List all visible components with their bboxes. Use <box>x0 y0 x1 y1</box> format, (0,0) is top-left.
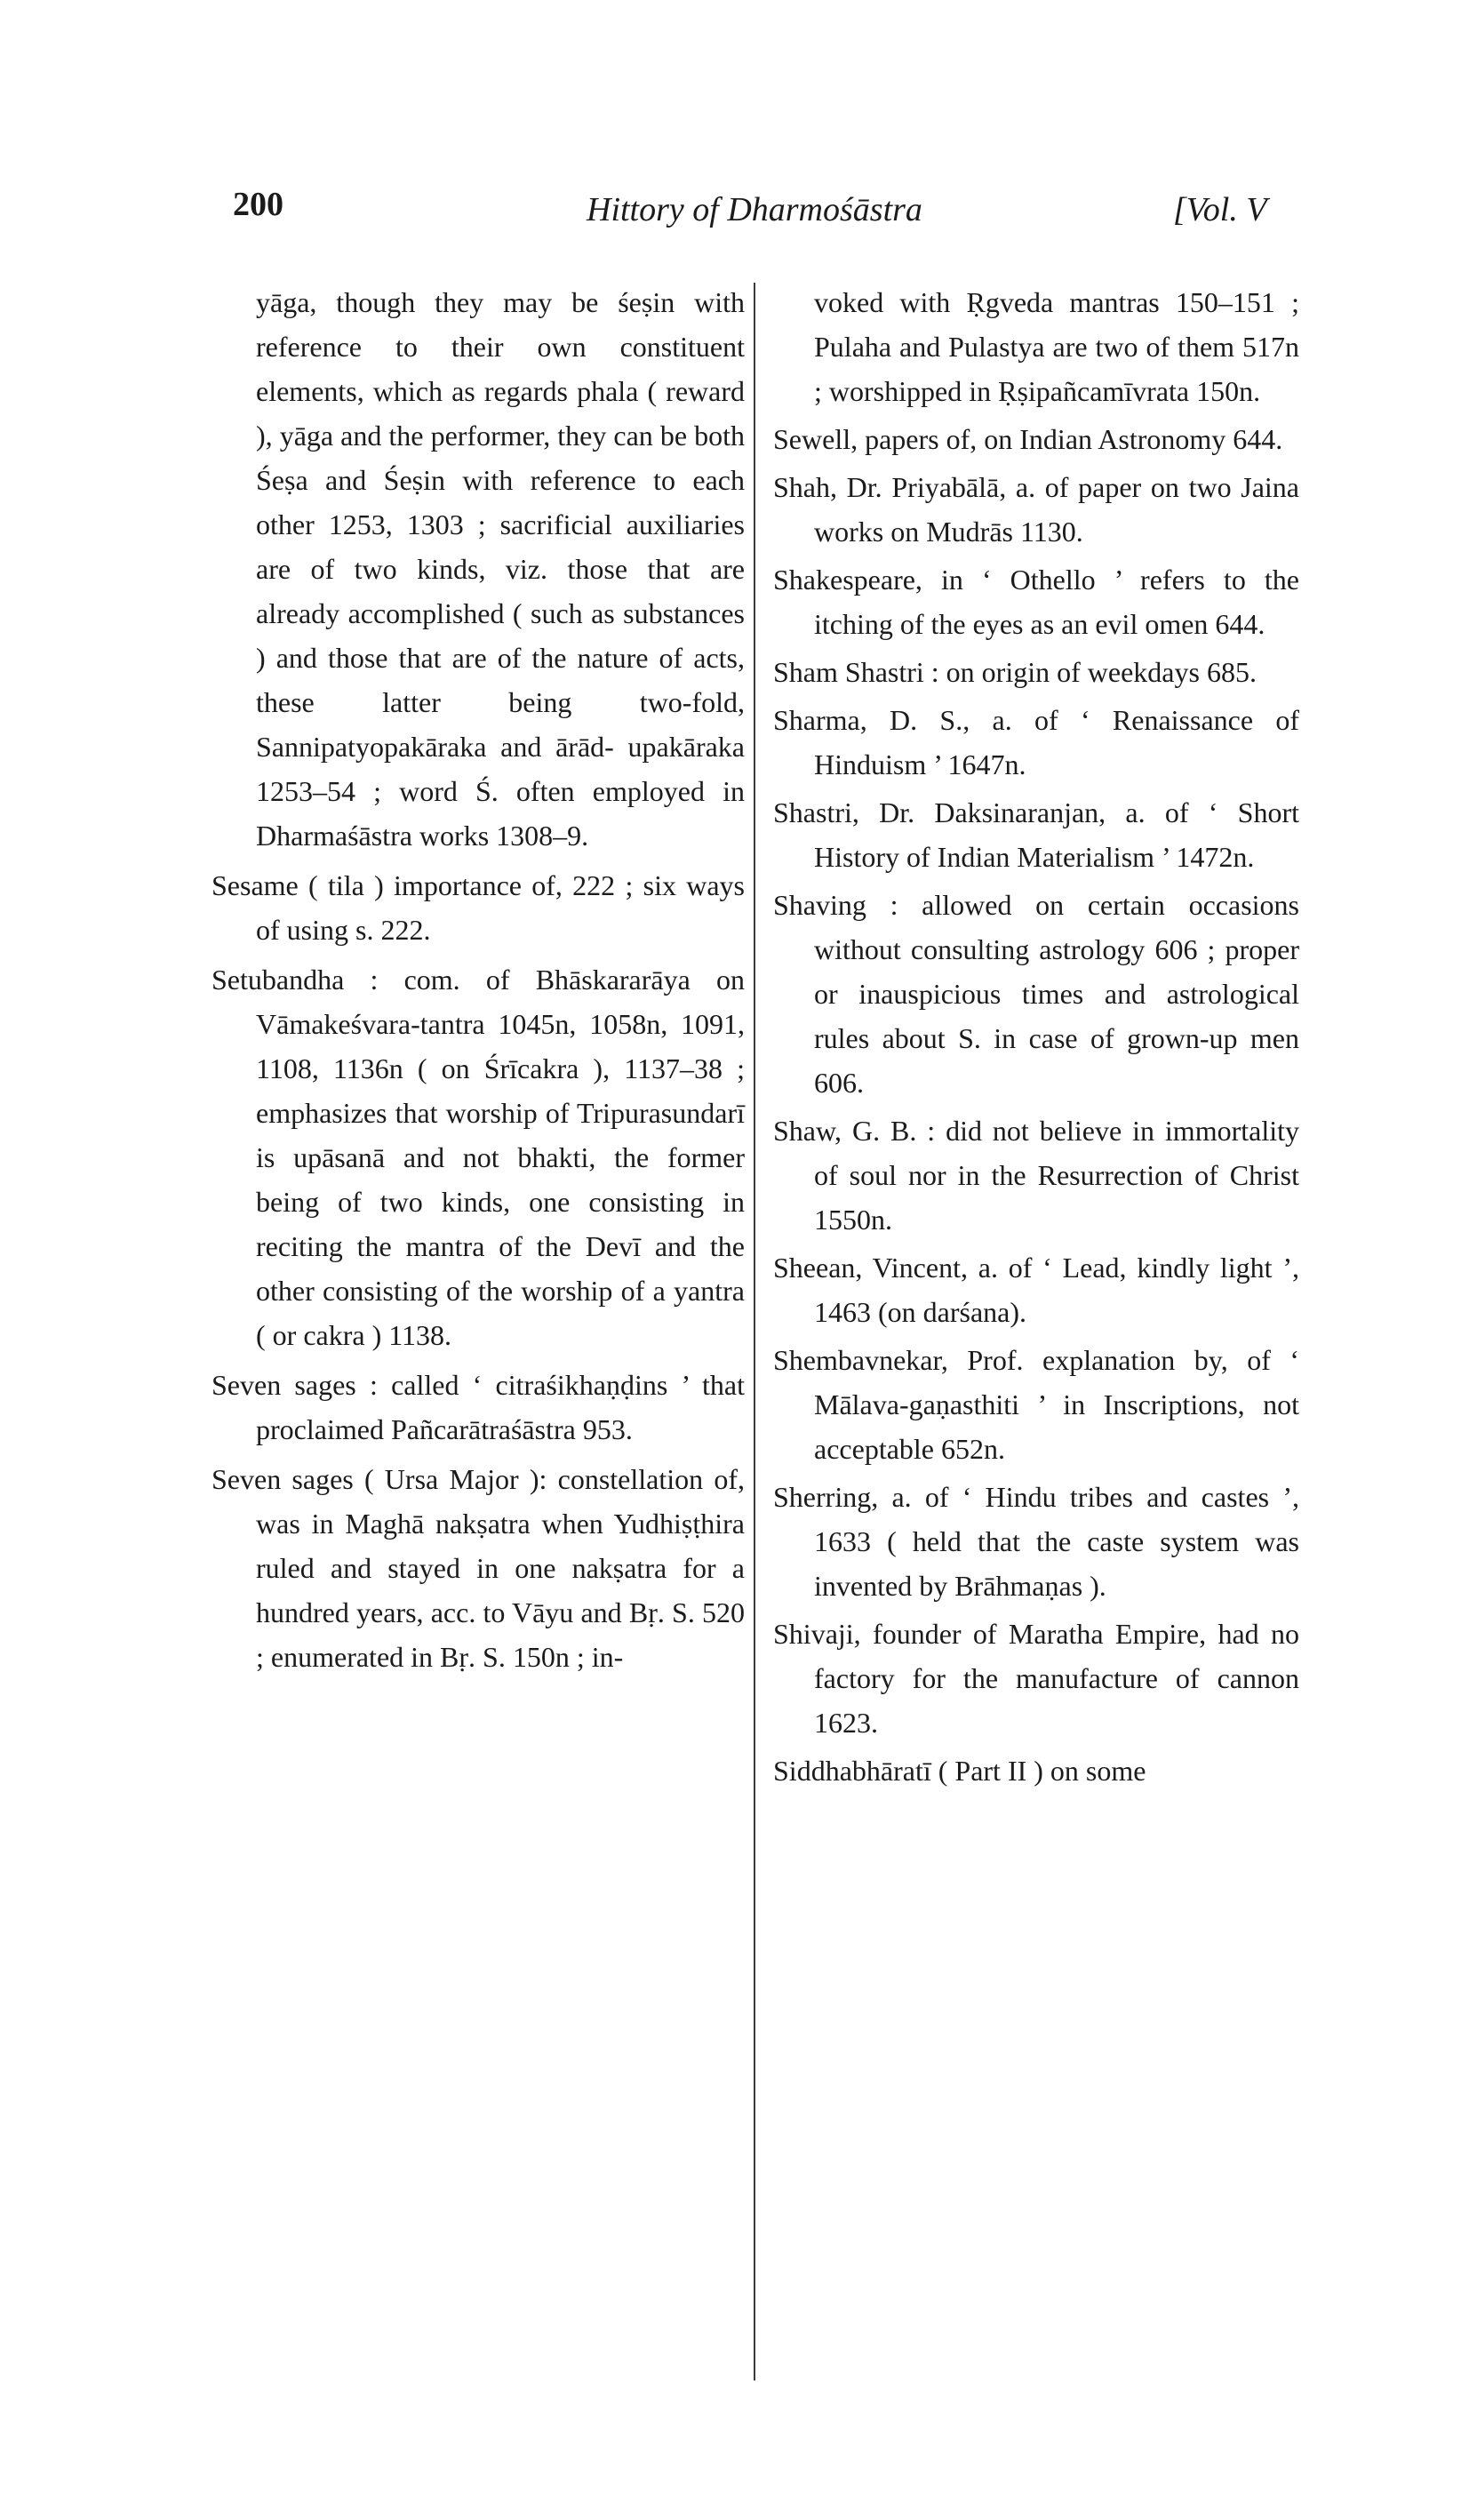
right-column <box>773 280 1299 1796</box>
index-entry: Shakespeare, in ‘ Othello ’ refers to the itching of the eyes as an evil omen 644. <box>773 564 1299 640</box>
index-entry: Sharma, D. S., a. of ‘ Renaissance of Hinduism ’ 1647n. <box>773 704 1299 780</box>
page-number: 200 <box>233 186 283 223</box>
index-entry: Shastri, Dr. Daksinaranjan, a. of ‘ Short History of Indian Materialism ’ 1472n. <box>773 796 1299 873</box>
index-entry: Seven sages : called ‘ citraśikhaṇḍins ’ that proclaimed Pañcarātraśāstra 953. <box>212 1369 745 1445</box>
index-entry: yāga, though they may be śeṣin with reference to their own constituent elements, which as regards phala ( reward ), yāga and the performer, they can be both Śeṣa and Śeṣin with reference to each other 1253, 1303 ; sacrificial auxiliaries are of two kinds, viz. those that are already accomplished ( such as substances ) and those that are of the nature of acts, these latter being two-fold, Sannipatyopakāraka and ārād- upakāraka 1253–54 ; word Ś. often employed in Dharmaśāstra works 1308–9. <box>256 286 745 852</box>
index-entry: Shembavnekar, Prof. explanation by, of ‘ Mālava-gaṇasthiti ’ in Inscriptions, not acceptable 652n. <box>773 1344 1299 1465</box>
volume-marker: [Vol. V <box>1173 191 1267 228</box>
page-header <box>0 178 1469 240</box>
index-entry: Setubandha : com. of Bhāskararāya on Vāmakeśvara-tantra 1045n, 1058n, 1091, 1108, 1136n ( on Śrīcakra ), 1137–38 ; emphasizes that worship of Tripurasundarī is upāsanā and not bhakti, the former being of two kinds, one consisting in reciting the mantra of the Devī and the other consisting of the worship of a yantra ( or cakra ) 1138. <box>212 964 745 1351</box>
index-entry: voked with Ṛgveda mantras 150–151 ; Pulaha and Pulastya are two of them 517n ; worshipped in Ṛṣipañcamīvrata 150n. <box>814 286 1299 407</box>
index-entry: Sherring, a. of ‘ Hindu tribes and castes ’, 1633 ( held that the caste system was invented by Brāhmaṇas ). <box>773 1481 1299 1602</box>
index-entry: Sheean, Vincent, a. of ‘ Lead, kindly light ’, 1463 (on darśana). <box>773 1252 1299 1328</box>
column-divider <box>754 283 755 2380</box>
index-entry: Seven sages ( Ursa Major ): constellation of, was in Maghā nakṣatra when Yudhiṣṭhira ruled and stayed in one nakṣatra for a hundred years, acc. to Vāyu and Bṛ. S. 520 ; enumerated in Bṛ. S. 150n ; in- <box>212 1463 745 1673</box>
index-entry: Shaw, G. B. : did not believe in immortality of soul nor in the Resurrection of Christ 1550n. <box>773 1115 1299 1236</box>
index-entry: Sewell, papers of, on Indian Astronomy 644. <box>773 423 1283 455</box>
running-title: Hittory of Dharmośāstra <box>587 191 922 228</box>
index-entry: Siddhabhāratī ( Part II ) on some <box>773 1755 1146 1787</box>
index-entry: Shaving : allowed on certain occasions without consulting astrology 606 ; proper or inauspicious times and astrological rules about S. in case of grown-up men 606. <box>773 889 1299 1099</box>
index-entry: Shah, Dr. Priyabālā, a. of paper on two Jaina works on Mudrās 1130. <box>773 471 1299 548</box>
index-entry: Shivaji, founder of Maratha Empire, had no factory for the manufacture of cannon 1623. <box>773 1618 1299 1739</box>
left-column <box>212 280 745 1684</box>
index-entry: Sesame ( tila ) importance of, 222 ; six ways of using s. 222. <box>212 869 745 946</box>
index-entry: Sham Shastri : on origin of weekdays 685. <box>773 656 1257 688</box>
